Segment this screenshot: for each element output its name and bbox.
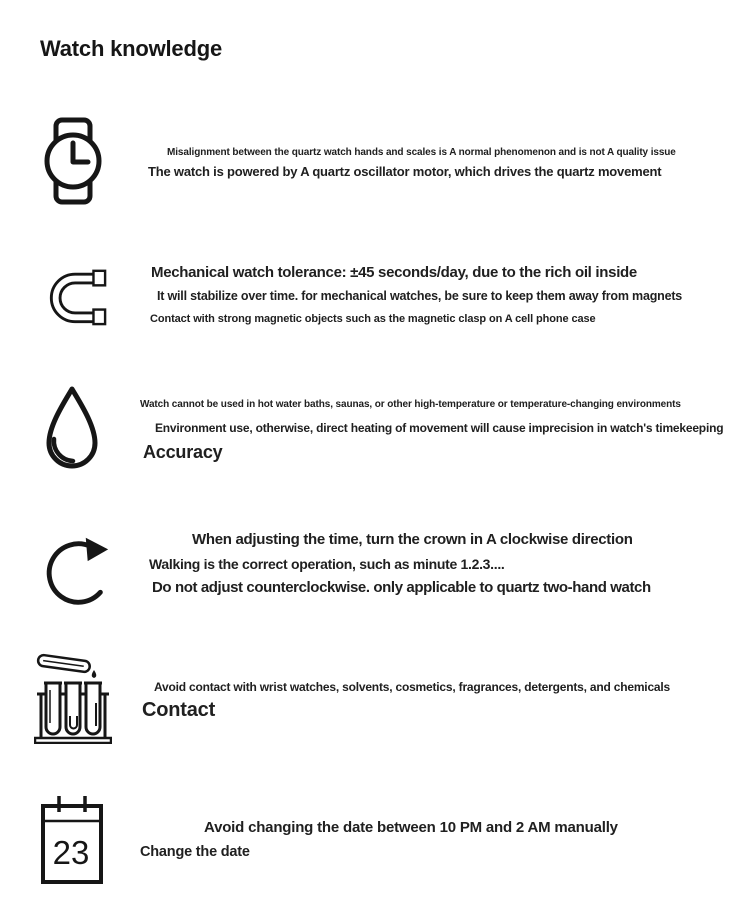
calendar-icon	[40, 793, 104, 885]
contact-heading: Contact	[142, 699, 216, 721]
environment-use-text: Environment use, otherwise, direct heating of movement will cause imprecision in watch's timekeeping	[155, 421, 724, 435]
test-tubes-icon	[34, 649, 112, 744]
accuracy-heading: Accuracy	[143, 442, 223, 462]
crown-clockwise-text: When adjusting the time, turn the crown in A clockwise direction	[192, 531, 633, 548]
water-drop-icon	[38, 382, 106, 478]
avoid-date-change-text: Avoid changing the date between 10 PM and 2 AM manually	[204, 819, 618, 836]
page-title: Watch knowledge	[40, 36, 222, 61]
magnet-stabilize-text: It will stabilize over time. for mechanical watches, be sure to keep them away from magnets	[157, 289, 683, 303]
hot-water-warning-note: Watch cannot be used in hot water baths, saunas, or other high-temperature or temperature-changing environments	[140, 399, 681, 410]
avoid-chemicals-text: Avoid contact with wrist watches, solvents, cosmetics, fragrances, detergents, and chemicals	[154, 680, 670, 694]
no-counterclockwise-text: Do not adjust counterclockwise. only applicable to quartz two-hand watch	[152, 579, 651, 596]
quartz-movement-text: The watch is powered by A quartz oscillator motor, which drives the quartz movement	[148, 164, 662, 179]
magnet-icon	[46, 266, 108, 326]
magnet-contact-note: Contact with strong magnetic objects such as the magnetic clasp on A cell phone case	[150, 313, 596, 325]
walking-operation-text: Walking is the correct operation, such as minute 1.2.3....	[149, 556, 505, 572]
clockwise-arrow-icon	[40, 523, 114, 607]
change-date-heading: Change the date	[140, 844, 250, 860]
calendar-day-number: 23	[52, 834, 90, 871]
magnet-tolerance-text: Mechanical watch tolerance: ±45 seconds/day, due to the rich oil inside	[151, 264, 637, 281]
wrist-watch-icon	[42, 116, 104, 206]
quartz-misalignment-note: Misalignment between the quartz watch hands and scales is A normal phenomenon and is not A quality issue	[167, 147, 676, 158]
